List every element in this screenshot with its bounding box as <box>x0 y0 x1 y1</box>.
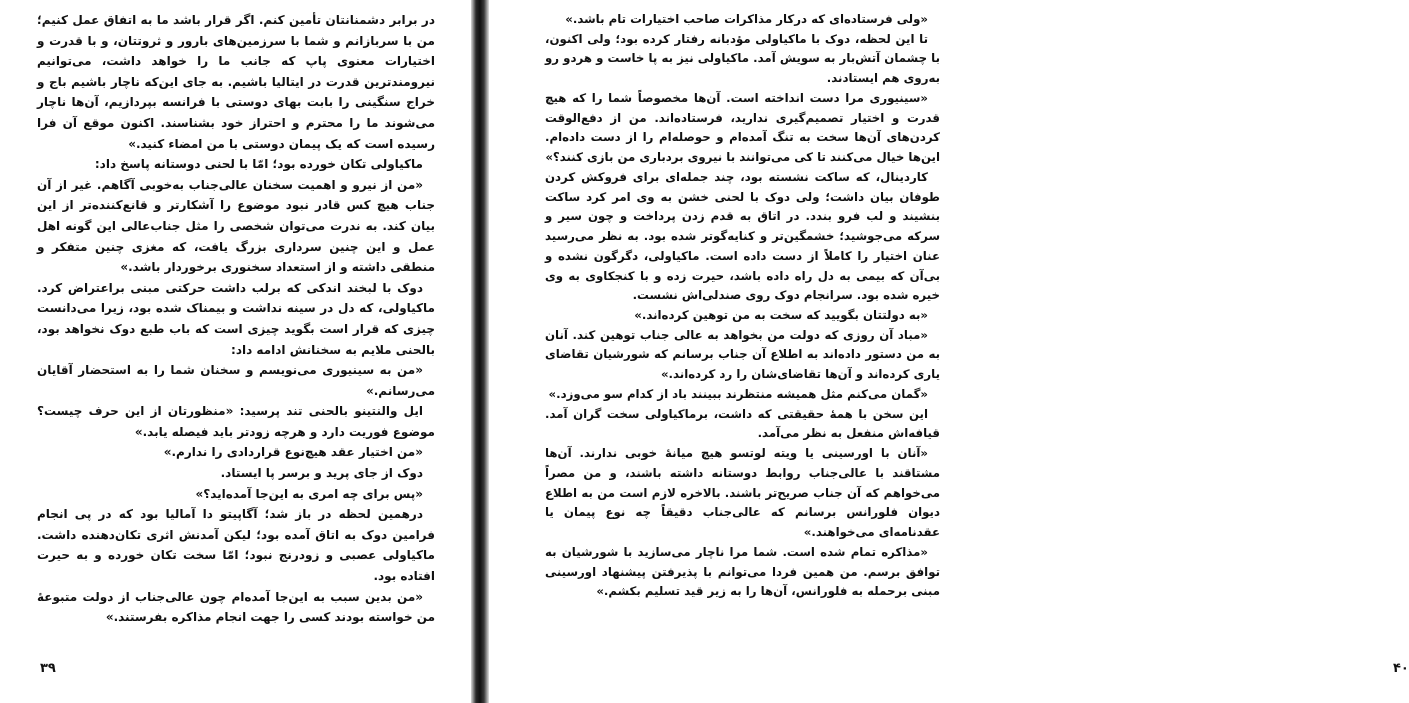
right-page-body <box>545 10 940 602</box>
left-page <box>0 0 471 703</box>
right-paragraph: «ولی فرستاده‌ای که درکار مذاکرات صاحب اختیارات تام باشد.» <box>565 12 928 26</box>
right-paragraph: «سینیوری مرا دست انداخته است. آن‌ها مخصوصاً شما را که هیچ قدرت و اختیار تصمیم‌گیری ندارید، فرستاده‌اند. من از دفع‌الوقت کردن‌های آن‌ها سخت به تنگ آمده‌ام و حوصله‌ام را از دست داده‌ام. این‌ها خیال می‌کنند تا کی می‌توانند با نیروی بردباری من بازی کنند؟» <box>545 90 940 165</box>
left-paragraph: «من بدین سبب به این‌جا آمده‌ام چون عالی‌جناب از دولت متبوعهٔ من خواسته بودند کسی را جهت انجام مذاکره بفرستند.» <box>37 589 435 625</box>
right-paragraph: «به دولتتان بگویید که سخت به من توهین کرده‌اند.» <box>634 308 928 323</box>
left-paragraph: «من به سینیوری می‌نویسم و سخنان شما را به استحضار آقایان می‌رسانم.» <box>37 363 435 398</box>
right-paragraph: تا این لحظه، دوک با ماکیاولی مؤدبانه رفتار کرده بود؛ ولی اکنون، با چشمان آتش‌بار به سویش آمد. ماکیاولی نیز به پا خاست و هردو رو به‌روی هم ایستادند. <box>545 31 940 86</box>
left-paragraph: دوک از جای پرید و برسر پا ایستاد. <box>220 466 423 481</box>
right-paragraph: این سخن با همهٔ حقیقتی که داشت، برماکیاولی سخت گران آمد. قیافه‌اش منفعل به نظر می‌آمد. <box>545 406 940 441</box>
left-paragraph: در برابر دشمنانتان تأمین کنم. اگر قرار باشد ما به اتفاق عمل کنیم؛ من با سربازانم و شما با سرزمین‌های بارور و ثروتتان، و با قدرت و اختیارات معنوی پاپ که جانب ما را خواهد داشت، می‌توانیم نیرومندترین قدرت در ایتالیا باشیم. به جای این‌که ناچار باشیم باج و خراج سنگینی را بابت بهای دوستی با فرانسه بپردازیم، آن‌ها ناچار می‌شوند ما را محترم و احتراز خود بشناسند. اکنون موقع آن فرا رسیده است که یک پیمان دوستی با من امضاء کنید.» <box>37 13 435 151</box>
right-paragraph: «آنان با اورسینی یا ویته لوتسو هیچ میانهٔ خوبی ندارند. آن‌ها مشتاقند با عالی‌جناب روابط دوستانه داشته باشند، و من مصراً می‌خواهم که آن جناب صریح‌تر باشند. بالاخره لازم است من به اطلاع دیوان فلورانس برسانم که عالی‌جناب دقیقاً چه نوع پیمان یا عقدنامه‌ای می‌خواهند.» <box>545 446 940 540</box>
left-paragraph: ماکیاولی تکان خورده بود؛ امّا با لحنی دوستانه پاسخ داد: <box>94 157 423 172</box>
right-paragraph: کاردینال، که ساکت نشسته بود، چند جمله‌ای برای فروکش کردن طوفان بیان داشت؛ ولی دوک با لحنی خشن به وی امر کرد ساکت بنشیند و لب فرو بندد. در اتاق به قدم زدن پرداخت و چون سیر و سرکه می‌جوشید؛ خشمگین‌تر و کنایه‌گوتر شده بود. به نظر می‌رسید عنان اختیار را کاملاً از دست داده است. ماکیاولی، دگرگون نشده و بی‌آن که بیمی به دل راه داده باشد، حیرت زده و با کنجکاوی به وی خیره شده بود. سرانجام دوک روی صندلی‌اش نشست. <box>545 169 940 303</box>
left-paragraph: دوک با لبخند اندکی که برلب داشت حرکتی مبنی براعتراض کرد. ماکیاولی، که دل در سینه نداشت و بیمناک شده بود، زیرا می‌دانست چیزی که قرار است بگوید چیزی است که باب طبع دوک نخواهد بود، بالحنی ملایم به سخنانش ادامه داد: <box>37 280 435 357</box>
left-paragraph: درهمین لحظه در باز شد؛ آگاپیتو دا آمالیا بود که در پی انجام فرامین دوک به اتاق آمده بود؛ لیکن آمدنش اثری تکان‌دهنده داشت. ماکیاولی عصبی و زودرنج نبود؛ امّا سخت تکان خورده و به حیرت افتاده بود. <box>37 507 435 584</box>
right-paragraph: «مباد آن روزی که دولت من بخواهد به عالی جناب توهین کند. آنان به من دستور داده‌اند به اطلاع آن جناب برسانم که شورشیان تقاضای یاری کرده‌اند و آن‌ها تقاضای‌شان را رد کرده‌اند.» <box>545 327 940 382</box>
left-paragraph: «پس برای چه امری به این‌جا آمده‌اید؟» <box>195 486 423 501</box>
left-paragraph: «من اختیار عقد هیچ‌نوع قراردادی را ندارم.» <box>163 445 423 460</box>
left-paragraph: «من از نیرو و اهمیت سخنان عالی‌جناب به‌خوبی آگاهم. غیر از آن جناب هیچ کس قادر نبود موضوع را آشکارتر و قانع‌کننده‌تر از این بیان کند. به ندرت می‌توان شخصی را مثل جناب‌عالی این گونه اهل عمل و این چنین سرداری بزرگ یافت، که مغزی چنین متفکر و منطقی داشته و از استعداد سخنوری برخوردار باشد.» <box>37 177 435 275</box>
page-number: ۳۹ <box>40 661 56 676</box>
book-gutter <box>471 0 489 703</box>
right-page <box>489 0 1409 703</box>
left-paragraph: ایل والنتینو بالحنی تند پرسید: «منظورتان از این حرف چیست؟ موضوع فوریت دارد و هرچه زودتر باید فیصله یابد.» <box>37 404 435 439</box>
page-number: ۴۰ <box>1393 661 1409 676</box>
left-page-body <box>37 10 435 628</box>
right-paragraph: «مذاکره تمام شده است. شما مرا ناچار می‌سازید با شورشیان به توافق برسم. من همین فردا می‌توانم با پذیرفتن پیشنهاد اورسینی مبنی برحمله به فلورانس، آن‌ها را به زیر قید تسلیم بکشم.» <box>545 544 940 599</box>
right-paragraph: «گمان می‌کنم مثل همیشه منتظرند ببینند باد از کدام سو می‌وزد.» <box>548 386 928 401</box>
